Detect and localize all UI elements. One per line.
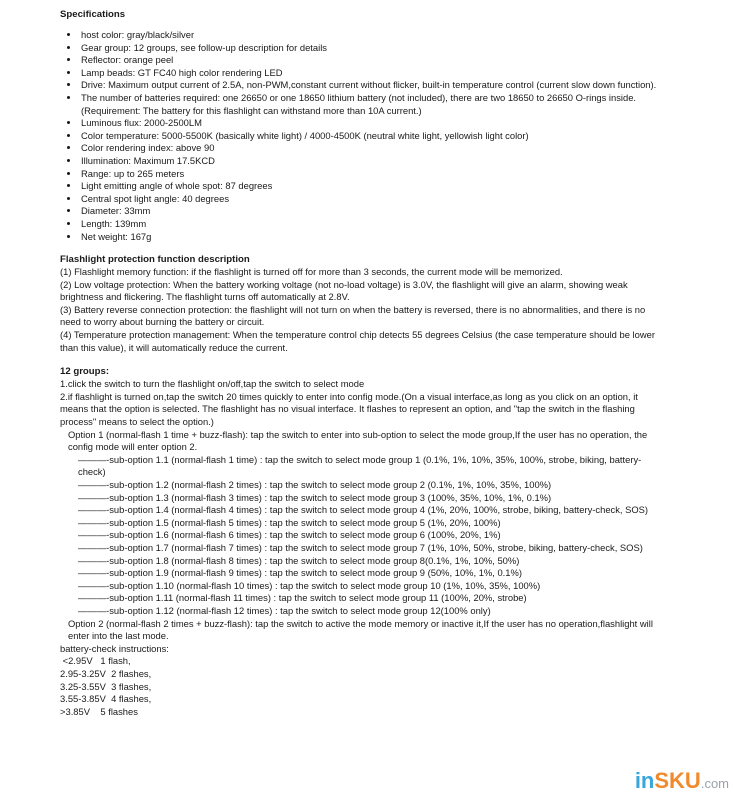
spec-item: • host color: gray/black/silver	[80, 29, 660, 42]
spec-item: • Luminous flux: 2000-2500LM	[80, 117, 660, 130]
battery-check-line: 3.25-3.55V 3 flashes,	[60, 680, 152, 692]
spec-item: • Illumination: Maximum 17.5KCD	[80, 155, 660, 168]
spec-item: • Central spot light angle: 40 degrees	[80, 193, 660, 206]
spec-item: • Lamp beads: GT FC40 high color rendering LED	[80, 67, 660, 80]
watermark-part-com: .com	[700, 776, 729, 791]
spec-item: • Length: 139mm	[80, 218, 660, 231]
protection-heading: Flashlight protection function description	[60, 254, 250, 266]
watermark-part-sku: SKU	[654, 768, 701, 793]
battery-check-line: 3.55-3.85V 4 flashes,	[60, 693, 152, 705]
insku-watermark-logo	[635, 768, 729, 794]
spec-item: • The number of batteries required: one 26650 or one 18650 lithium battery (not included), there are two 18650 to 26650 O-rings inside. (Requirement: The battery for this flashlight can withstand more than 10A current.)	[80, 92, 660, 117]
groups-line: 2.if flashlight is turned on,tap the switch 20 times quickly to enter into config mode.(On a visual interface,as long as you click on an option, it means that the option is selected. The flashlight has no visual interface. It flashes to represent an option, and "tap the switch in the flashing process" means to select the option.)	[60, 390, 638, 428]
spec-item: • Gear group: 12 groups, see follow-up description for details	[80, 42, 660, 55]
specifications-heading: Specifications	[60, 9, 126, 20]
protection-line: (3) Battery reverse connection protection: the flashlight will not turn on when the battery is reversed, there is no abnormalities, and there is no need to worry about burning the battery or circuit.	[60, 303, 646, 328]
sub-option-line: ———-sub-option 1.1 (normal-flash 1 time) : tap the switch to select mode group 1 (0.1%, 1%, 10%, 35%, 100%, strobe, biking, battery-check)	[78, 453, 642, 478]
spec-item: • Color temperature: 5000-5500K (basically white light) / 4000-4500K (neutral white light, yellowish light color)	[80, 130, 660, 143]
groups-heading: 12 groups:	[60, 366, 110, 378]
battery-check-heading: battery-check instructions:	[60, 642, 169, 654]
battery-check-line: >3.85V 5 flashes	[60, 705, 138, 717]
spec-item: • Range: up to 265 meters	[80, 168, 660, 181]
protection-line: (4) Temperature protection management: When the temperature control chip detects 55 degrees Celsius (the case temperature should be lower than this value), it will automatically reduce the current.	[60, 329, 655, 353]
sub-option-line: ———-sub-option 1.11 (normal-flash 11 times) : tap the switch to select mode group 11 (100%, 20%, strobe)	[78, 592, 527, 604]
sub-option-line: ———-sub-option 1.10 (normal-flash 10 times) : tap the switch to select mode group 10 (1%, 10%, 35%, 100%)	[78, 579, 541, 591]
groups-line: 1.click the switch to turn the flashlight on/off,tap the switch to select mode	[60, 378, 365, 390]
sub-option-line: ———-sub-option 1.6 (normal-flash 6 times) : tap the switch to select mode group 6 (100%, 20%, 1%)	[78, 529, 501, 541]
sub-option-line: ———-sub-option 1.2 (normal-flash 2 times) : tap the switch to select mode group 2 (0.1%, 1%, 10%, 35%, 100%)	[78, 479, 552, 490]
sub-option-line: ———-sub-option 1.3 (normal-flash 3 times) : tap the switch to select mode group 3 (100%, 35%, 10%, 1%, 0.1%)	[78, 491, 552, 503]
option-2-text: Option 2 (normal-flash 2 times + buzz-flash): tap the switch to active the mode memory or inactive it,If the user has no operation,flashlight will enter into the last mode.	[68, 617, 653, 642]
sub-option-line: ———-sub-option 1.12 (normal-flash 12 times) : tap the switch to select mode group 12(100% only)	[78, 604, 491, 616]
battery-check-line: 2.95-3.25V 2 flashes,	[60, 667, 152, 679]
spec-item: • Drive: Maximum output current of 2.5A, non-PWM,constant current without flicker, built-in temperature control (current slow down function).	[80, 79, 660, 92]
spec-item: • Reflector: orange peel	[80, 54, 660, 67]
specifications-list	[60, 29, 660, 243]
sub-option-line: ———-sub-option 1.9 (normal-flash 9 times) : tap the switch to select mode group 9 (50%, 10%, 1%, 0.1%)	[78, 567, 522, 579]
sub-option-line: ———-sub-option 1.5 (normal-flash 5 times) : tap the switch to select mode group 5 (1%, 20%, 100%)	[78, 516, 501, 528]
spec-item: • Diameter: 33mm	[80, 205, 660, 218]
watermark-part-in: in	[634, 768, 655, 793]
sub-option-line: ———-sub-option 1.8 (normal-flash 8 times) : tap the switch to select mode group 8(0.1%, 1%, 10%, 50%)	[78, 554, 520, 566]
protection-line: (1) Flashlight memory function: if the flashlight is turned off for more than 3 seconds, the current mode will be memorized.	[60, 266, 563, 278]
sub-option-line: ———-sub-option 1.4 (normal-flash 4 times) : tap the switch to select mode group 4 (1%, 20%, 100%, strobe, biking, battery-check, SOS)	[78, 504, 649, 516]
spec-item: • Net weight: 167g	[80, 231, 660, 244]
spec-item: • Light emitting angle of whole spot: 87 degrees	[80, 180, 660, 193]
document-body	[60, 8, 660, 718]
protection-line: (2) Low voltage protection: When the battery working voltage (not no-load voltage) is 3.0V, the flashlight will give an alarm, showing weak brightness and flickering. The flashlight turns off automatically at 2.8V.	[60, 278, 628, 303]
option-1-text: Option 1 (normal-flash 1 time + buzz-flash): tap the switch to enter into sub-option to select the mode group,If the user has no operation, the config mode will enter option 2.	[68, 428, 648, 453]
battery-check-line: <2.95V 1 flash,	[60, 655, 131, 667]
sub-option-line: ———-sub-option 1.7 (normal-flash 7 times) : tap the switch to select mode group 7 (1%, 10%, 50%, strobe, biking, battery-check, SOS)	[78, 541, 643, 553]
spec-item: • Color rendering index: above 90	[80, 142, 660, 155]
